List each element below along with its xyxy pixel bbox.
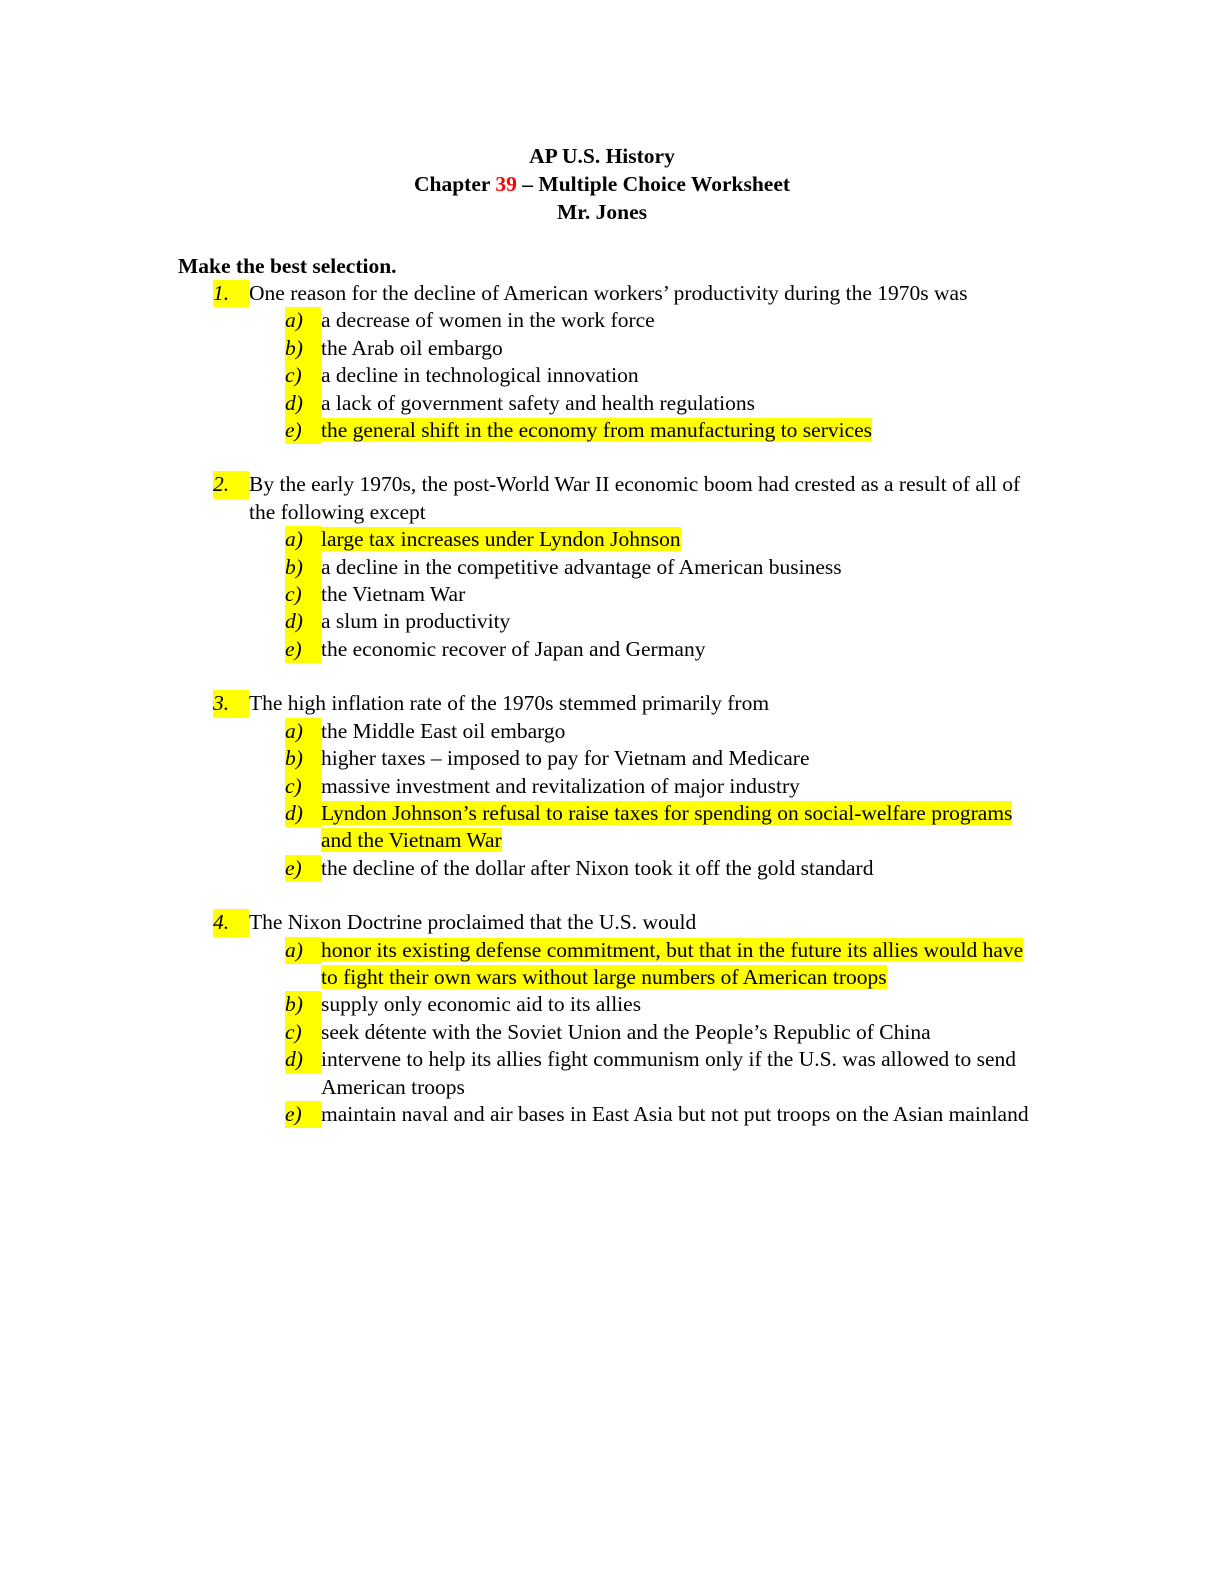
answer-letter: d) <box>285 608 321 635</box>
answer-option <box>285 362 1043 389</box>
question-list <box>213 280 1043 1155</box>
answer-text: seek détente with the Soviet Union and the People’s Republic of China <box>321 1019 931 1044</box>
worksheet-header <box>0 143 1224 226</box>
question-stem <box>213 471 1043 526</box>
answer-text: a decrease of women in the work force <box>321 308 655 333</box>
answer-letter: d) <box>285 800 321 827</box>
answer-text: massive investment and revitalization of major industry <box>321 773 800 798</box>
answer-option <box>285 554 1043 581</box>
answer-option <box>285 718 1043 745</box>
answer-text-highlighted: honor its existing defense commitment, but that in the future its allies would have to fight their own wars without large numbers of American troops <box>321 937 1024 989</box>
answer-option <box>285 1101 1043 1128</box>
course-title: AP U.S. History <box>529 144 675 168</box>
answer-list <box>285 307 1043 444</box>
worksheet-title <box>0 171 1224 199</box>
answer-list <box>285 526 1043 663</box>
worksheet-title-suffix: – Multiple Choice Worksheet <box>516 171 791 196</box>
answer-letter: b) <box>285 335 321 362</box>
answer-text: supply only economic aid to its allies <box>321 992 642 1017</box>
question-4 <box>213 909 1043 1128</box>
answer-option <box>285 800 1043 855</box>
answer-option <box>285 1046 1043 1101</box>
answer-letter: a) <box>285 526 321 553</box>
question-number: 4. <box>213 909 249 936</box>
answer-option <box>285 307 1043 334</box>
instruction-text: Make the best selection. <box>178 254 397 278</box>
question-1 <box>213 280 1043 444</box>
answer-letter: a) <box>285 307 321 334</box>
answer-letter: e) <box>285 417 321 444</box>
answer-text: the Middle East oil embargo <box>321 718 566 743</box>
answer-text: a slum in productivity <box>321 609 511 634</box>
answer-list <box>285 937 1043 1129</box>
chapter-number: 39 <box>495 171 517 196</box>
answer-letter: a) <box>285 937 321 964</box>
answer-option <box>285 1019 1043 1046</box>
answer-text: maintain naval and air bases in East Asia but not put troops on the Asian mainland <box>321 1101 1029 1126</box>
answer-text: the decline of the dollar after Nixon took it off the gold standard <box>321 855 874 880</box>
answer-option <box>285 991 1043 1018</box>
answer-letter: c) <box>285 362 321 389</box>
question-number: 1. <box>213 280 249 307</box>
answer-letter: e) <box>285 855 321 882</box>
question-text: By the early 1970s, the post-World War II economic boom had crested as a result of all of the following except <box>249 472 1021 524</box>
answer-list <box>285 718 1043 882</box>
teacher-name: Mr. Jones <box>557 199 647 224</box>
answer-option <box>285 335 1043 362</box>
answer-option <box>285 526 1043 553</box>
answer-option <box>285 390 1043 417</box>
answer-text: a decline in the competitive advantage of American business <box>321 554 842 579</box>
answer-text-highlighted: Lyndon Johnson’s refusal to raise taxes for spending on social-welfare programs and the Vietnam War <box>321 800 1013 853</box>
question-stem <box>213 909 1043 936</box>
question-text: One reason for the decline of American workers’ productivity during the 1970s was <box>249 281 968 305</box>
answer-text: a decline in technological innovation <box>321 363 639 388</box>
answer-letter: e) <box>285 636 321 663</box>
answer-text-highlighted: the general shift in the economy from manufacturing to services <box>321 418 873 443</box>
answer-option <box>285 745 1043 772</box>
answer-text: intervene to help its allies fight communism only if the U.S. was allowed to send American troops <box>321 1047 1017 1099</box>
answer-option <box>285 608 1043 635</box>
question-stem <box>213 280 1043 307</box>
answer-letter: b) <box>285 554 321 581</box>
answer-letter: a) <box>285 718 321 745</box>
answer-text: the Vietnam War <box>321 582 466 607</box>
answer-letter: d) <box>285 390 321 417</box>
answer-text: the Arab oil embargo <box>321 335 503 360</box>
answer-text: the economic recover of Japan and Germany <box>321 636 706 661</box>
answer-letter: c) <box>285 581 321 608</box>
answer-option <box>285 636 1043 663</box>
question-3 <box>213 690 1043 882</box>
question-stem <box>213 690 1043 717</box>
answer-text: higher taxes – imposed to pay for Vietnam and Medicare <box>321 746 810 771</box>
question-text: The Nixon Doctrine proclaimed that the U.S. would <box>249 910 697 935</box>
answer-option <box>285 581 1043 608</box>
answer-text: a lack of government safety and health regulations <box>321 390 756 415</box>
answer-letter: b) <box>285 991 321 1018</box>
question-number: 2. <box>213 471 249 498</box>
question-text: The high inflation rate of the 1970s stemmed primarily from <box>249 691 770 716</box>
chapter-label: Chapter <box>413 171 496 196</box>
answer-letter: c) <box>285 1019 321 1046</box>
question-2 <box>213 471 1043 663</box>
answer-letter: c) <box>285 773 321 800</box>
answer-letter: b) <box>285 745 321 772</box>
answer-option <box>285 773 1043 800</box>
answer-letter: e) <box>285 1101 321 1128</box>
answer-option <box>285 417 1043 444</box>
answer-letter: d) <box>285 1046 321 1073</box>
answer-option <box>285 937 1043 992</box>
answer-text-highlighted: large tax increases under Lyndon Johnson <box>321 527 681 552</box>
question-number: 3. <box>213 690 249 717</box>
answer-option <box>285 855 1043 882</box>
